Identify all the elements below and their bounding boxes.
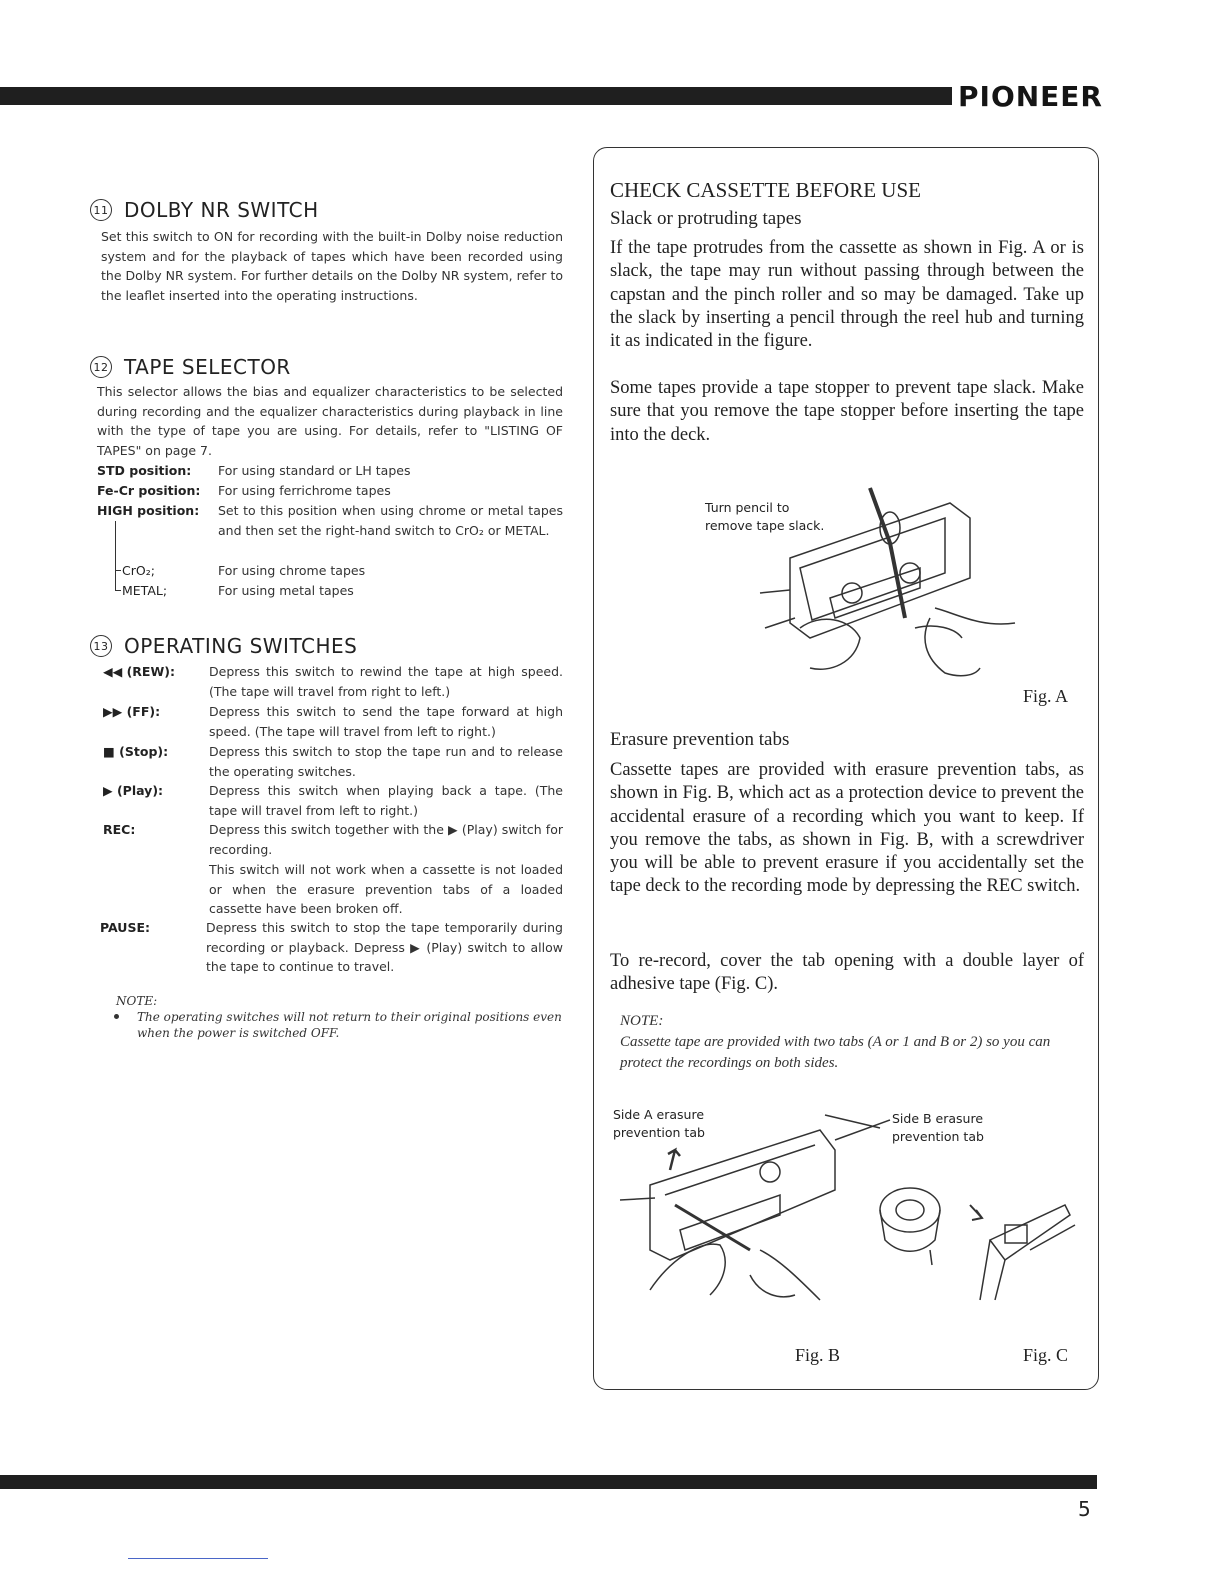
side-b-label-line-2: prevention tab xyxy=(892,1129,984,1144)
fig-a-label-line-1: Turn pencil to xyxy=(705,500,790,515)
tape-selector-body: This selector allows the bias and equalizer characteristics to be selected during recording and the equalizer characteristics during playback in line with the type of tape you are using. For details, refer to "LISTING OF TAPES" on page 7. xyxy=(97,384,563,458)
dolby-nr-title: DOLBY NR SWITCH xyxy=(124,198,319,222)
bracket-line xyxy=(115,521,116,591)
side-a-label-line-2: prevention tab xyxy=(613,1125,705,1140)
pioneer-logo: PIONEER xyxy=(958,80,1103,113)
metal-label: METAL; xyxy=(122,583,168,598)
fig-a-label-line-2: remove tape slack. xyxy=(705,518,825,533)
stop-label: ■ (Stop): xyxy=(103,744,169,759)
std-position-text: For using standard or LH tapes xyxy=(218,463,411,478)
ff-label: ▶▶ (FF): xyxy=(103,704,161,719)
pause-label: PAUSE: xyxy=(100,920,150,935)
fecr-position-text: For using ferrichrome tapes xyxy=(218,483,391,498)
blue-underline xyxy=(128,1558,268,1559)
section-11-title xyxy=(90,198,319,222)
section-number-13: 13 xyxy=(90,635,112,657)
operating-switches-title: OPERATING SWITCHES xyxy=(124,634,358,658)
high-position-label: HIGH position: xyxy=(97,503,200,518)
bracket-tick-cro2 xyxy=(115,570,121,571)
note-bullet xyxy=(114,1014,119,1019)
side-b-label-line-1: Side B erasure xyxy=(892,1111,984,1126)
rew-text: Depress this switch to rewind the tape at high speed. (The tape will travel from right to left.) xyxy=(209,664,563,699)
section-number-12: 12 xyxy=(90,356,112,378)
rec-label: REC: xyxy=(103,822,136,837)
section-13-title xyxy=(90,634,357,658)
fecr-position-label: Fe-Cr position: xyxy=(97,483,201,498)
footer-bar xyxy=(0,1475,1097,1489)
left-note-text: The operating switches will not return to their original positions even when the power is switched OFF. xyxy=(137,1010,562,1040)
tape-selector-title: TAPE SELECTOR xyxy=(124,355,291,379)
high-position-text: Set to this position when using chrome or metal tapes and then set the right-hand switch to CrO₂ or METAL. xyxy=(218,503,563,538)
rec-text-2: This switch will not work when a cassette is not loaded or when the erasure prevention tabs of a loaded cassette have been broken off. xyxy=(209,862,563,916)
play-label: ▶ (Play): xyxy=(103,783,164,798)
cro2-label: CrO₂; xyxy=(122,563,155,578)
ff-text: Depress this switch to send the tape forward at high speed. (The tape will travel from left to right.) xyxy=(209,704,563,739)
section-12-title xyxy=(90,355,291,379)
rew-label: ◀◀ (REW): xyxy=(103,664,175,679)
section-number-11: 11 xyxy=(90,199,112,221)
bracket-tick-metal xyxy=(115,590,121,591)
slack-paragraph-1: If the tape protrudes from the cassette as shown in Fig. A or is slack, the tape may run without passing through between the capstan and the pinch roller and so may be damaged. Take up the slack by inserting a pencil through the reel hub and turning it as indicated in the figure. xyxy=(610,238,1084,352)
erasure-paragraph-1: Cassette tapes are provided with erasure prevention tabs, as shown in Fig. B, which act as a protection device to prevent the accidental erasure of a recording which you want to keep. If you remove the tabs, as shown in Fig. B, with a screwdriver you will be able to prevent erasure if you accidentally set the tape deck to the recording mode by depressing the REC switch. xyxy=(610,760,1084,897)
cro2-text: For using chrome tapes xyxy=(218,563,366,578)
right-note-text: Cassette tape are provided with two tabs (A or 1 and B or 2) so you can protect the recordings on both sides. xyxy=(620,1034,1051,1071)
check-cassette-title: CHECK CASSETTE BEFORE USE xyxy=(610,178,921,202)
play-text: Depress this switch when playing back a tape. (The tape will travel from left to right.) xyxy=(209,783,563,818)
rec-text: Depress this switch together with the ▶ (Play) switch for recording. xyxy=(209,822,563,857)
slack-heading: Slack or protruding tapes xyxy=(610,208,802,229)
stop-text: Depress this switch to stop the tape run and to release the operating switches. xyxy=(209,744,563,779)
pause-text: Depress this switch to stop the tape temporarily during recording or playback. Depress ▶ (Play) switch to allow the tape to continue to travel. xyxy=(206,920,563,974)
fig-c-caption: Fig. C xyxy=(1023,1345,1069,1365)
metal-text: For using metal tapes xyxy=(218,583,354,598)
header-bar xyxy=(0,87,952,105)
fig-b-caption: Fig. B xyxy=(795,1345,841,1365)
fig-b-c-illustration xyxy=(610,1110,1080,1310)
right-note-title: NOTE: xyxy=(620,1013,664,1029)
dolby-nr-body: Set this switch to ON for recording with the built-in Dolby noise reduction system and for the playback of tapes which have been recorded using the Dolby NR system. For further details on the Dolby NR system, refer to the leaflet inserted into the operating instructions. xyxy=(101,229,563,303)
side-a-label-line-1: Side A erasure xyxy=(613,1107,705,1122)
std-position-label: STD position: xyxy=(97,463,192,478)
erasure-paragraph-2: To re-record, cover the tab opening with a double layer of adhesive tape (Fig. C). xyxy=(610,951,1084,995)
page-number: 5 xyxy=(1078,1497,1091,1521)
slack-paragraph-2: Some tapes provide a tape stopper to prevent tape slack. Make sure that you remove the tape stopper before inserting the tape into the deck. xyxy=(610,378,1084,445)
fig-a-caption: Fig. A xyxy=(1023,686,1069,706)
left-note-title: NOTE: xyxy=(116,994,158,1008)
erasure-heading: Erasure prevention tabs xyxy=(610,729,790,750)
